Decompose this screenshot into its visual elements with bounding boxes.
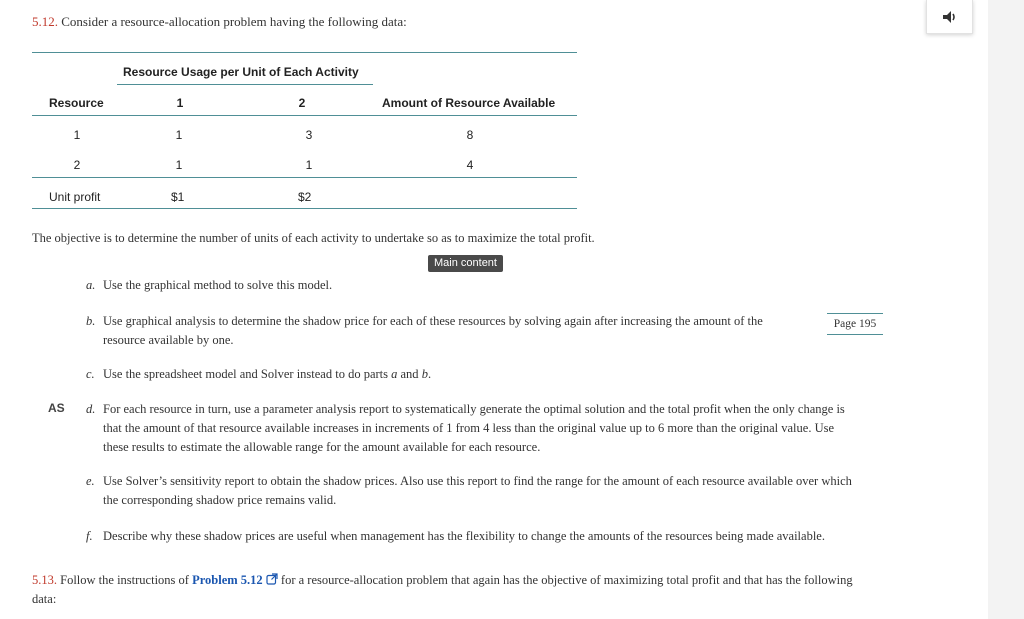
as-tag: AS [48, 401, 65, 415]
profit-activity-1: $1 [171, 190, 185, 204]
row-2-resource: 2 [73, 158, 81, 172]
external-link-icon[interactable] [266, 573, 278, 585]
header-rule [32, 115, 577, 116]
part-f-text: Describe why these shadow prices are useful when management has the flexibility to change the amounts of the resources being made available. [103, 529, 825, 543]
problem-5-12-link[interactable]: Problem 5.12 [192, 573, 263, 587]
main-content-badge[interactable]: Main content [428, 255, 503, 272]
problem-5-13-line-2: data: [32, 592, 57, 606]
row-2-activity-2: 1 [305, 158, 313, 172]
part-e-label: e. [86, 474, 95, 488]
col-header-activity-2: 2 [298, 96, 306, 110]
problem-5-13-post: for a resource-allocation problem that again has the objective of maximizing total profit and that has the following [280, 573, 853, 587]
problem-5-13 [32, 571, 853, 590]
problem-intro-text: Consider a resource-allocation problem having the following data: [61, 14, 407, 29]
profit-rule [32, 177, 577, 178]
problem-5-13-pre: Follow the instructions of [60, 573, 193, 587]
page-marker: Page 195 [827, 313, 883, 335]
problem-number: 5.12. [32, 14, 58, 29]
row-1-available: 8 [466, 128, 474, 142]
problem-5-12-intro [32, 14, 407, 30]
problem-5-13-number: 5.13. [32, 573, 57, 587]
row-1-activity-2: 3 [305, 128, 313, 142]
col-header-available: Amount of Resource Available [382, 96, 556, 110]
col-header-resource: Resource [49, 96, 104, 110]
part-a-label: a. [86, 278, 96, 292]
part-b-line-1: Use graphical analysis to determine the shadow price for each of these resources by solving again after increasing the amount of the [103, 314, 763, 328]
part-b-line-2: resource available by one. [103, 333, 234, 347]
row-1-resource: 1 [73, 128, 81, 142]
scrollbar-track[interactable] [988, 0, 1024, 619]
row-1-activity-1: 1 [175, 128, 183, 142]
part-d-label: d. [86, 402, 96, 416]
read-aloud-button[interactable] [926, 0, 973, 34]
profit-activity-2: $2 [298, 190, 312, 204]
part-d-line-2: that the amount of that resource available increases in increments of 1 from 4 less than the original value up to 6 more than the original value. Use [103, 421, 835, 435]
row-2-activity-1: 1 [175, 158, 183, 172]
table-bottom-rule [32, 208, 577, 209]
part-f-label: f. [86, 529, 93, 543]
objective-text: The objective is to determine the number of units of each activity to undertake so as to maximize the total profit. [32, 231, 595, 245]
part-d-line-1: For each resource in turn, use a parameter analysis report to systematically generate the optimal solution and the total profit when the only change is [103, 402, 845, 416]
part-e-line-2: the corresponding shadow price remains valid. [103, 493, 337, 507]
group-header: Resource Usage per Unit of Each Activity [123, 65, 359, 79]
part-e-line-1: Use Solver’s sensitivity report to obtain the shadow prices. Also use this report to find the range for the amount of each resource available over which [103, 474, 852, 488]
table-top-rule [32, 52, 577, 53]
part-d-line-3: these results to estimate the allowable range for the amount available for each resource. [103, 440, 541, 454]
part-c-label: c. [86, 367, 95, 381]
col-header-activity-1: 1 [176, 96, 184, 110]
speaker-icon [941, 10, 959, 24]
group-header-rule [117, 84, 373, 85]
part-a-text: Use the graphical method to solve this model. [103, 278, 333, 292]
part-b-label: b. [86, 314, 96, 328]
row-2-available: 4 [466, 158, 474, 172]
profit-label: Unit profit [49, 190, 101, 204]
part-c-text: Use the spreadsheet model and Solver instead to do parts a and b. [103, 367, 432, 381]
